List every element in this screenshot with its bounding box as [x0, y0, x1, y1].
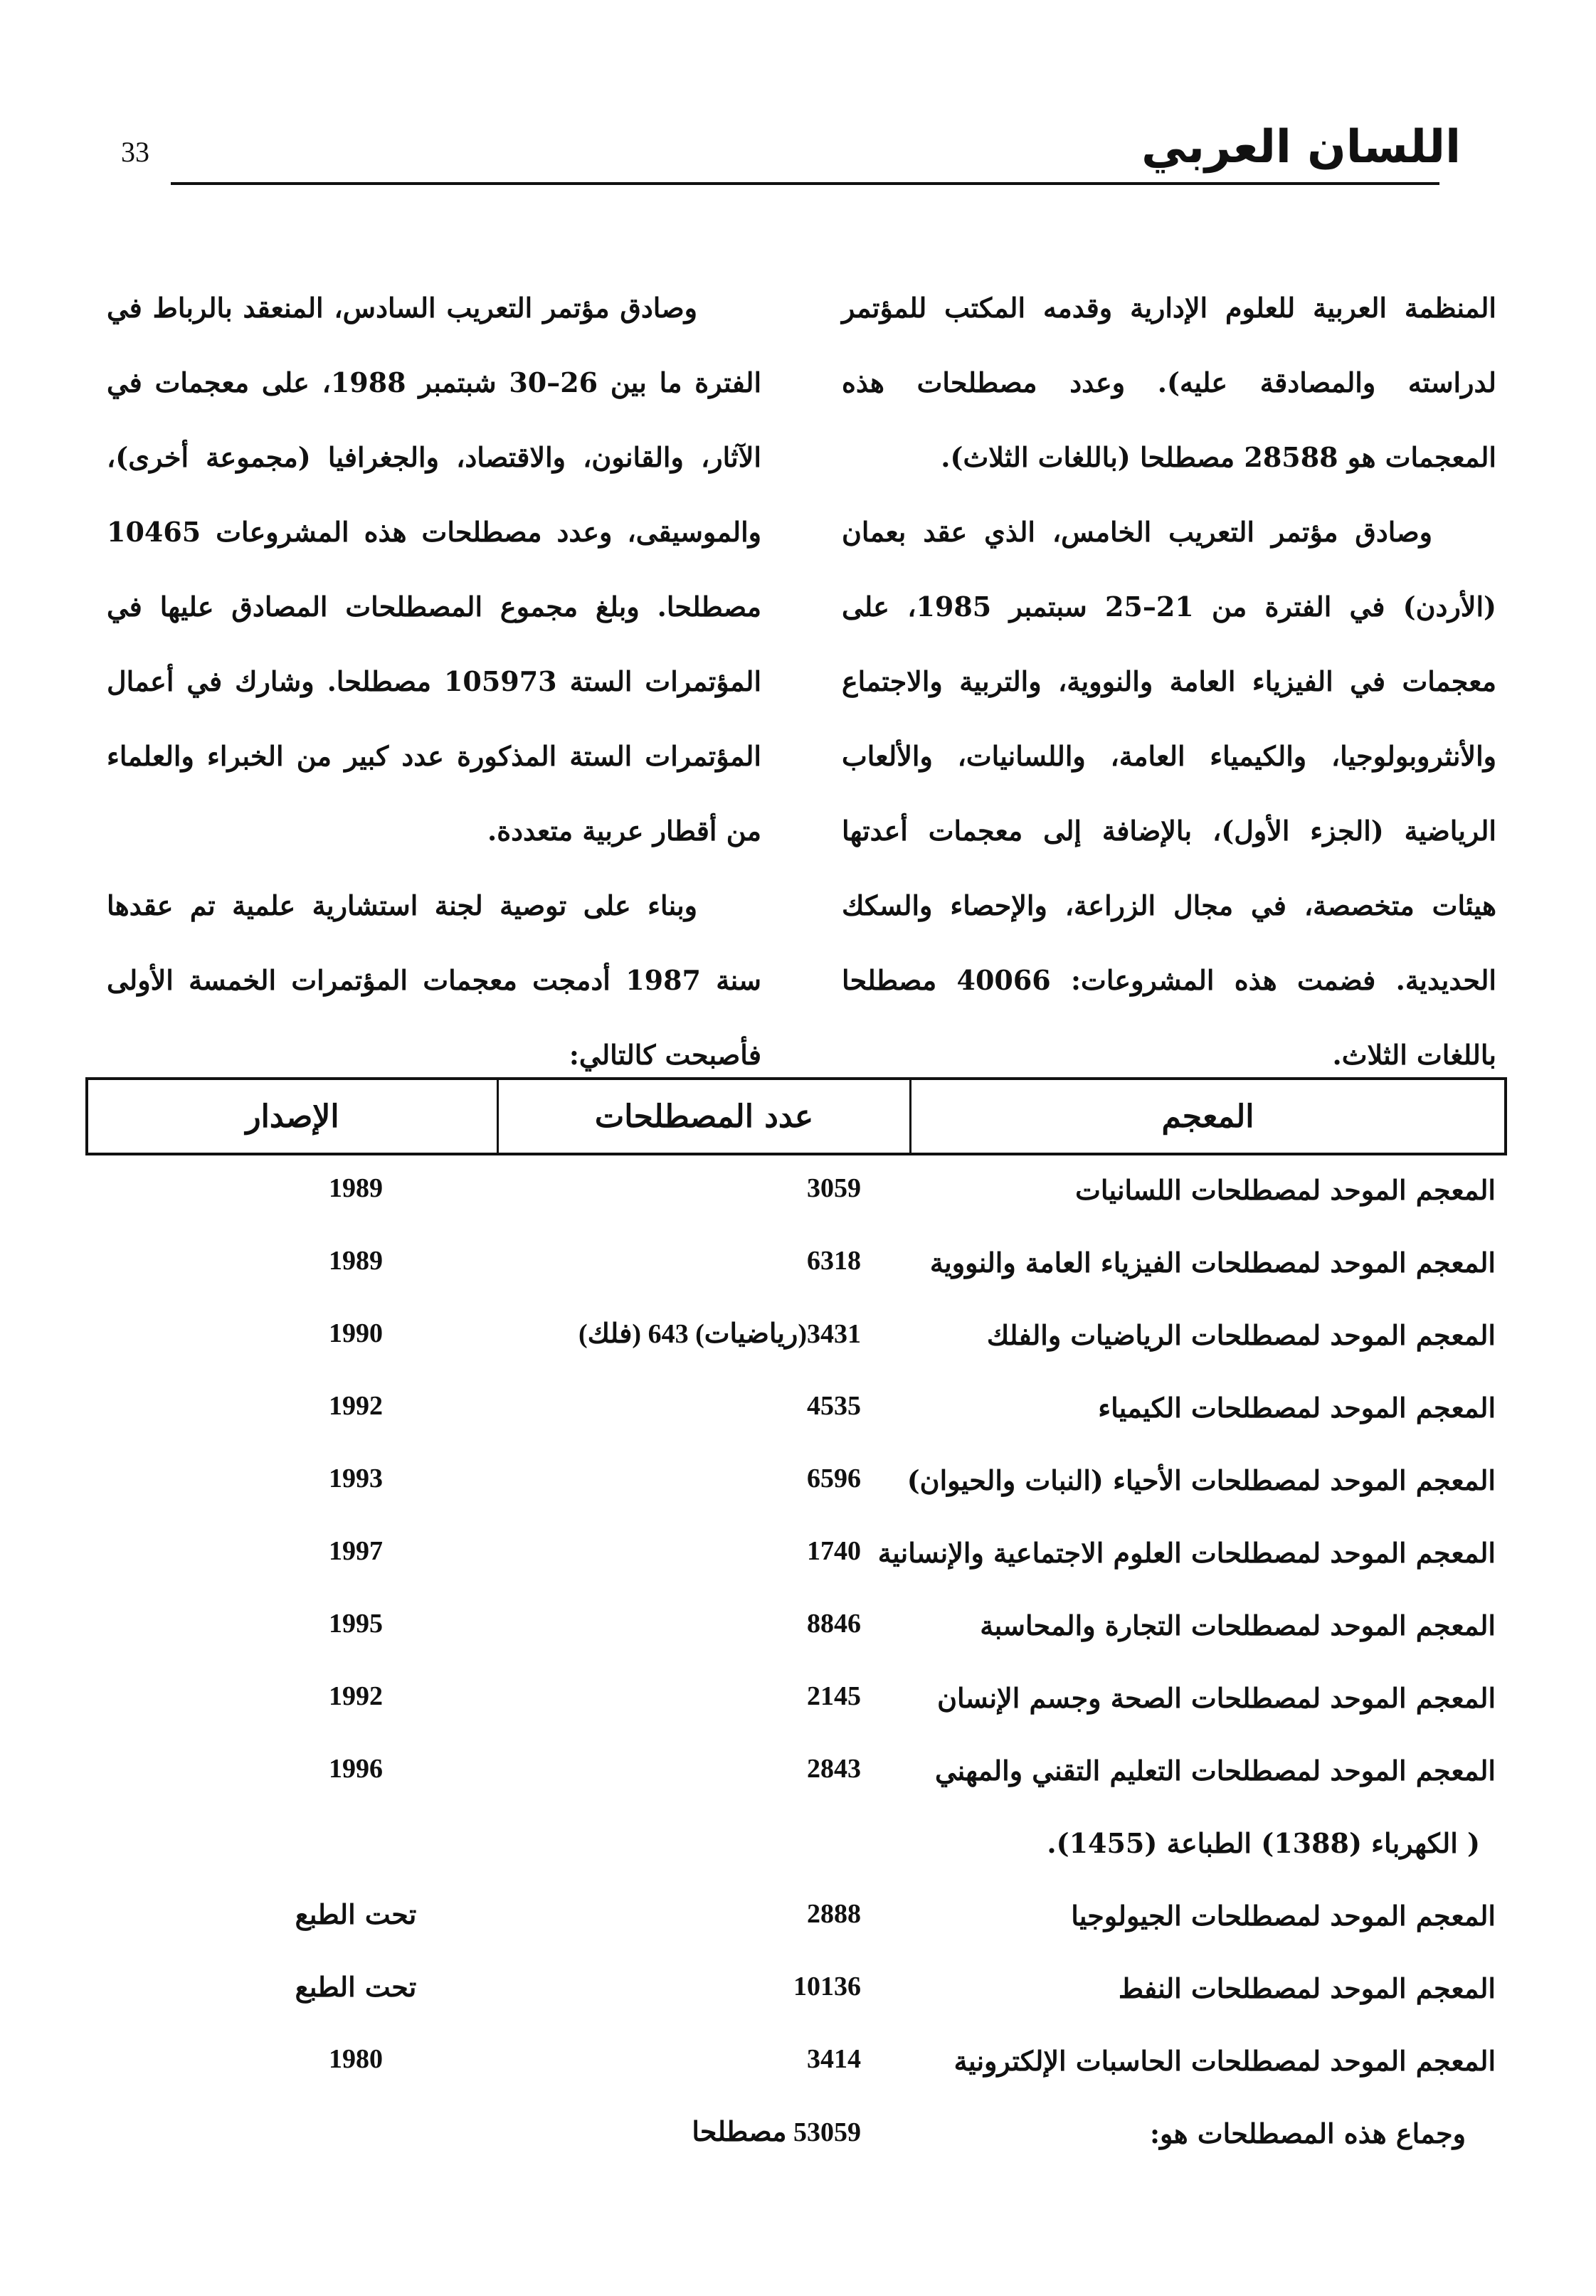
dictionary-name: المعجم الموحد لمصطلحات الرياضيات والفلك — [986, 1319, 1496, 1351]
term-count: 2145 — [807, 1681, 861, 1711]
table-row — [85, 1312, 1508, 1385]
table-row — [85, 1457, 1508, 1530]
header-rule — [171, 182, 1439, 185]
dictionary-name: المعجم الموحد لمصطلحات الكيمياء — [1098, 1392, 1496, 1424]
edition-year: 1990 — [329, 1318, 383, 1348]
term-count: 1740 — [807, 1536, 861, 1566]
table-row — [85, 1385, 1508, 1457]
paragraph: المنظمة العربية للعلوم الإدارية وقدمه المكتب للمؤتمر لدراسته والمصادقة عليه). وعدد مصطلحات هذه المعجمات هو 28588 مصطلحا (باللغات الثلاث). — [842, 292, 1496, 473]
dictionary-name: المعجم الموحد لمصطلحات التعليم التقني والمهني — [934, 1755, 1496, 1787]
edition-year: 1997 — [329, 1536, 383, 1566]
column-header-term-count: عدد المصطلحات — [497, 1080, 909, 1153]
dictionary-name: المعجم الموحد لمصطلحات اللسانيات — [1075, 1174, 1496, 1206]
total-label: وجماع هذه المصطلحات هو: — [1149, 2117, 1466, 2149]
total-value: 53059 مصطلحا — [692, 2117, 861, 2147]
edition-year: 1989 — [329, 1173, 383, 1203]
term-count: 8846 — [807, 1609, 861, 1639]
edition-year: 1980 — [329, 2044, 383, 2074]
dictionary-table — [85, 1167, 1508, 2183]
dictionary-name: المعجم الموحد لمصطلحات الأحياء (النبات والحيوان) — [907, 1464, 1496, 1496]
table-row — [85, 1530, 1508, 1602]
paragraph: وصادق مؤتمر التعريب السادس، المنعقد بالرباط في الفترة ما بين 26–30 شبتمبر 1988، على معجمات في الآثار، والقانون، والاقتصاد، والجغرافيا (مجموعة أخرى)، والموسيقى، وعدد مصطلحات هذه المشروعات 10465 مصطلحا. وبلغ مجموع المصطلحات المصادق عليها في المؤتمرات الستة 105973 مصطلحا. وشارك في أعمال المؤتمرات الستة المذكورة عدد كبير من الخبراء والعلماء من أقطار عربية متعددة. — [107, 292, 762, 847]
table-row — [85, 2038, 1508, 2110]
term-count: 4535 — [807, 1391, 861, 1421]
edition-year: تحت الطبع — [295, 1971, 417, 2003]
column-header-dictionary: المعجم — [909, 1080, 1504, 1153]
edition-year: 1995 — [329, 1609, 383, 1639]
term-count: 10136 — [793, 1972, 861, 2001]
dictionary-note: ( الكهرباء (1388) الطباعة (1455). — [1047, 1827, 1480, 1859]
edition-year: 1989 — [329, 1246, 383, 1276]
table-total-row — [85, 2110, 1508, 2183]
term-count: 3059 — [807, 1173, 861, 1203]
edition-year: تحت الطبع — [295, 1898, 417, 1930]
dictionary-name: المعجم الموحد لمصطلحات الحاسبات الإلكترونية — [953, 2045, 1496, 2077]
paragraph: وصادق مؤتمر التعريب الخامس، الذي عقد بعمان (الأردن) في الفترة من 21–25 سبتمبر 1985، على معجمات في الفيزياء العامة والنووية، والتربية والاجتماع والأنثروبولوجيا، والكيمياء العامة، واللسانيات، والألعاب الرياضية (الجزء الأول)، بالإضافة إلى معجمات أعدتها هيئات متخصصة، في مجال الزراعة، والإحصاء والسكك الحديدية. فضمت هذه المشروعات: 40066 مصطلحا باللغات الثلاث. — [842, 516, 1497, 1071]
journal-masthead: اللسان العربي — [1141, 121, 1461, 174]
table-row — [85, 1965, 1508, 2038]
table-row — [85, 1602, 1508, 1675]
left-text-column — [107, 270, 761, 1092]
dictionary-name: المعجم الموحد لمصطلحات الصحة وجسم الإنسان — [937, 1682, 1496, 1714]
dictionary-name: المعجم الموحد لمصطلحات النفط — [1118, 1972, 1496, 2004]
paragraph: وبناء على توصية لجنة استشارية علمية تم عقدها سنة 1987 أدمجت معجمات المؤتمرات الخمسة الأولى فأصبحت كالتالي: — [107, 889, 761, 1071]
dictionary-name: المعجم الموحد لمصطلحات التجارة والمحاسبة — [980, 1609, 1496, 1641]
column-header-edition: الإصدار — [245, 1098, 339, 1135]
page-number: 33 — [121, 136, 149, 168]
table-row — [85, 1239, 1508, 1312]
term-count: 2888 — [807, 1899, 861, 1929]
table-row — [85, 1675, 1508, 1747]
table-row — [85, 1167, 1508, 1239]
edition-year: 1992 — [329, 1391, 383, 1421]
table-row — [85, 1747, 1508, 1820]
dictionary-name: المعجم الموحد لمصطلحات الجيولوجيا — [1071, 1900, 1496, 1932]
edition-year: 1996 — [329, 1754, 383, 1784]
dictionary-name: المعجم الموحد لمصطلحات الفيزياء العامة والنووية — [929, 1247, 1496, 1279]
dictionary-name: المعجم الموحد لمصطلحات العلوم الاجتماعية والإنسانية — [877, 1537, 1496, 1569]
term-count: 6596 — [807, 1464, 861, 1493]
term-count: 3431(رياضيات) 643 (فلك) — [578, 1319, 861, 1349]
table-header — [85, 1077, 1507, 1155]
term-count: 6318 — [807, 1246, 861, 1276]
table-row-note — [85, 1820, 1508, 1893]
table-row — [85, 1893, 1508, 1965]
edition-year: 1992 — [329, 1681, 383, 1711]
term-count: 3414 — [807, 2044, 861, 2074]
edition-year: 1993 — [329, 1464, 383, 1493]
term-count: 2843 — [807, 1754, 861, 1784]
right-text-column — [842, 270, 1496, 1092]
